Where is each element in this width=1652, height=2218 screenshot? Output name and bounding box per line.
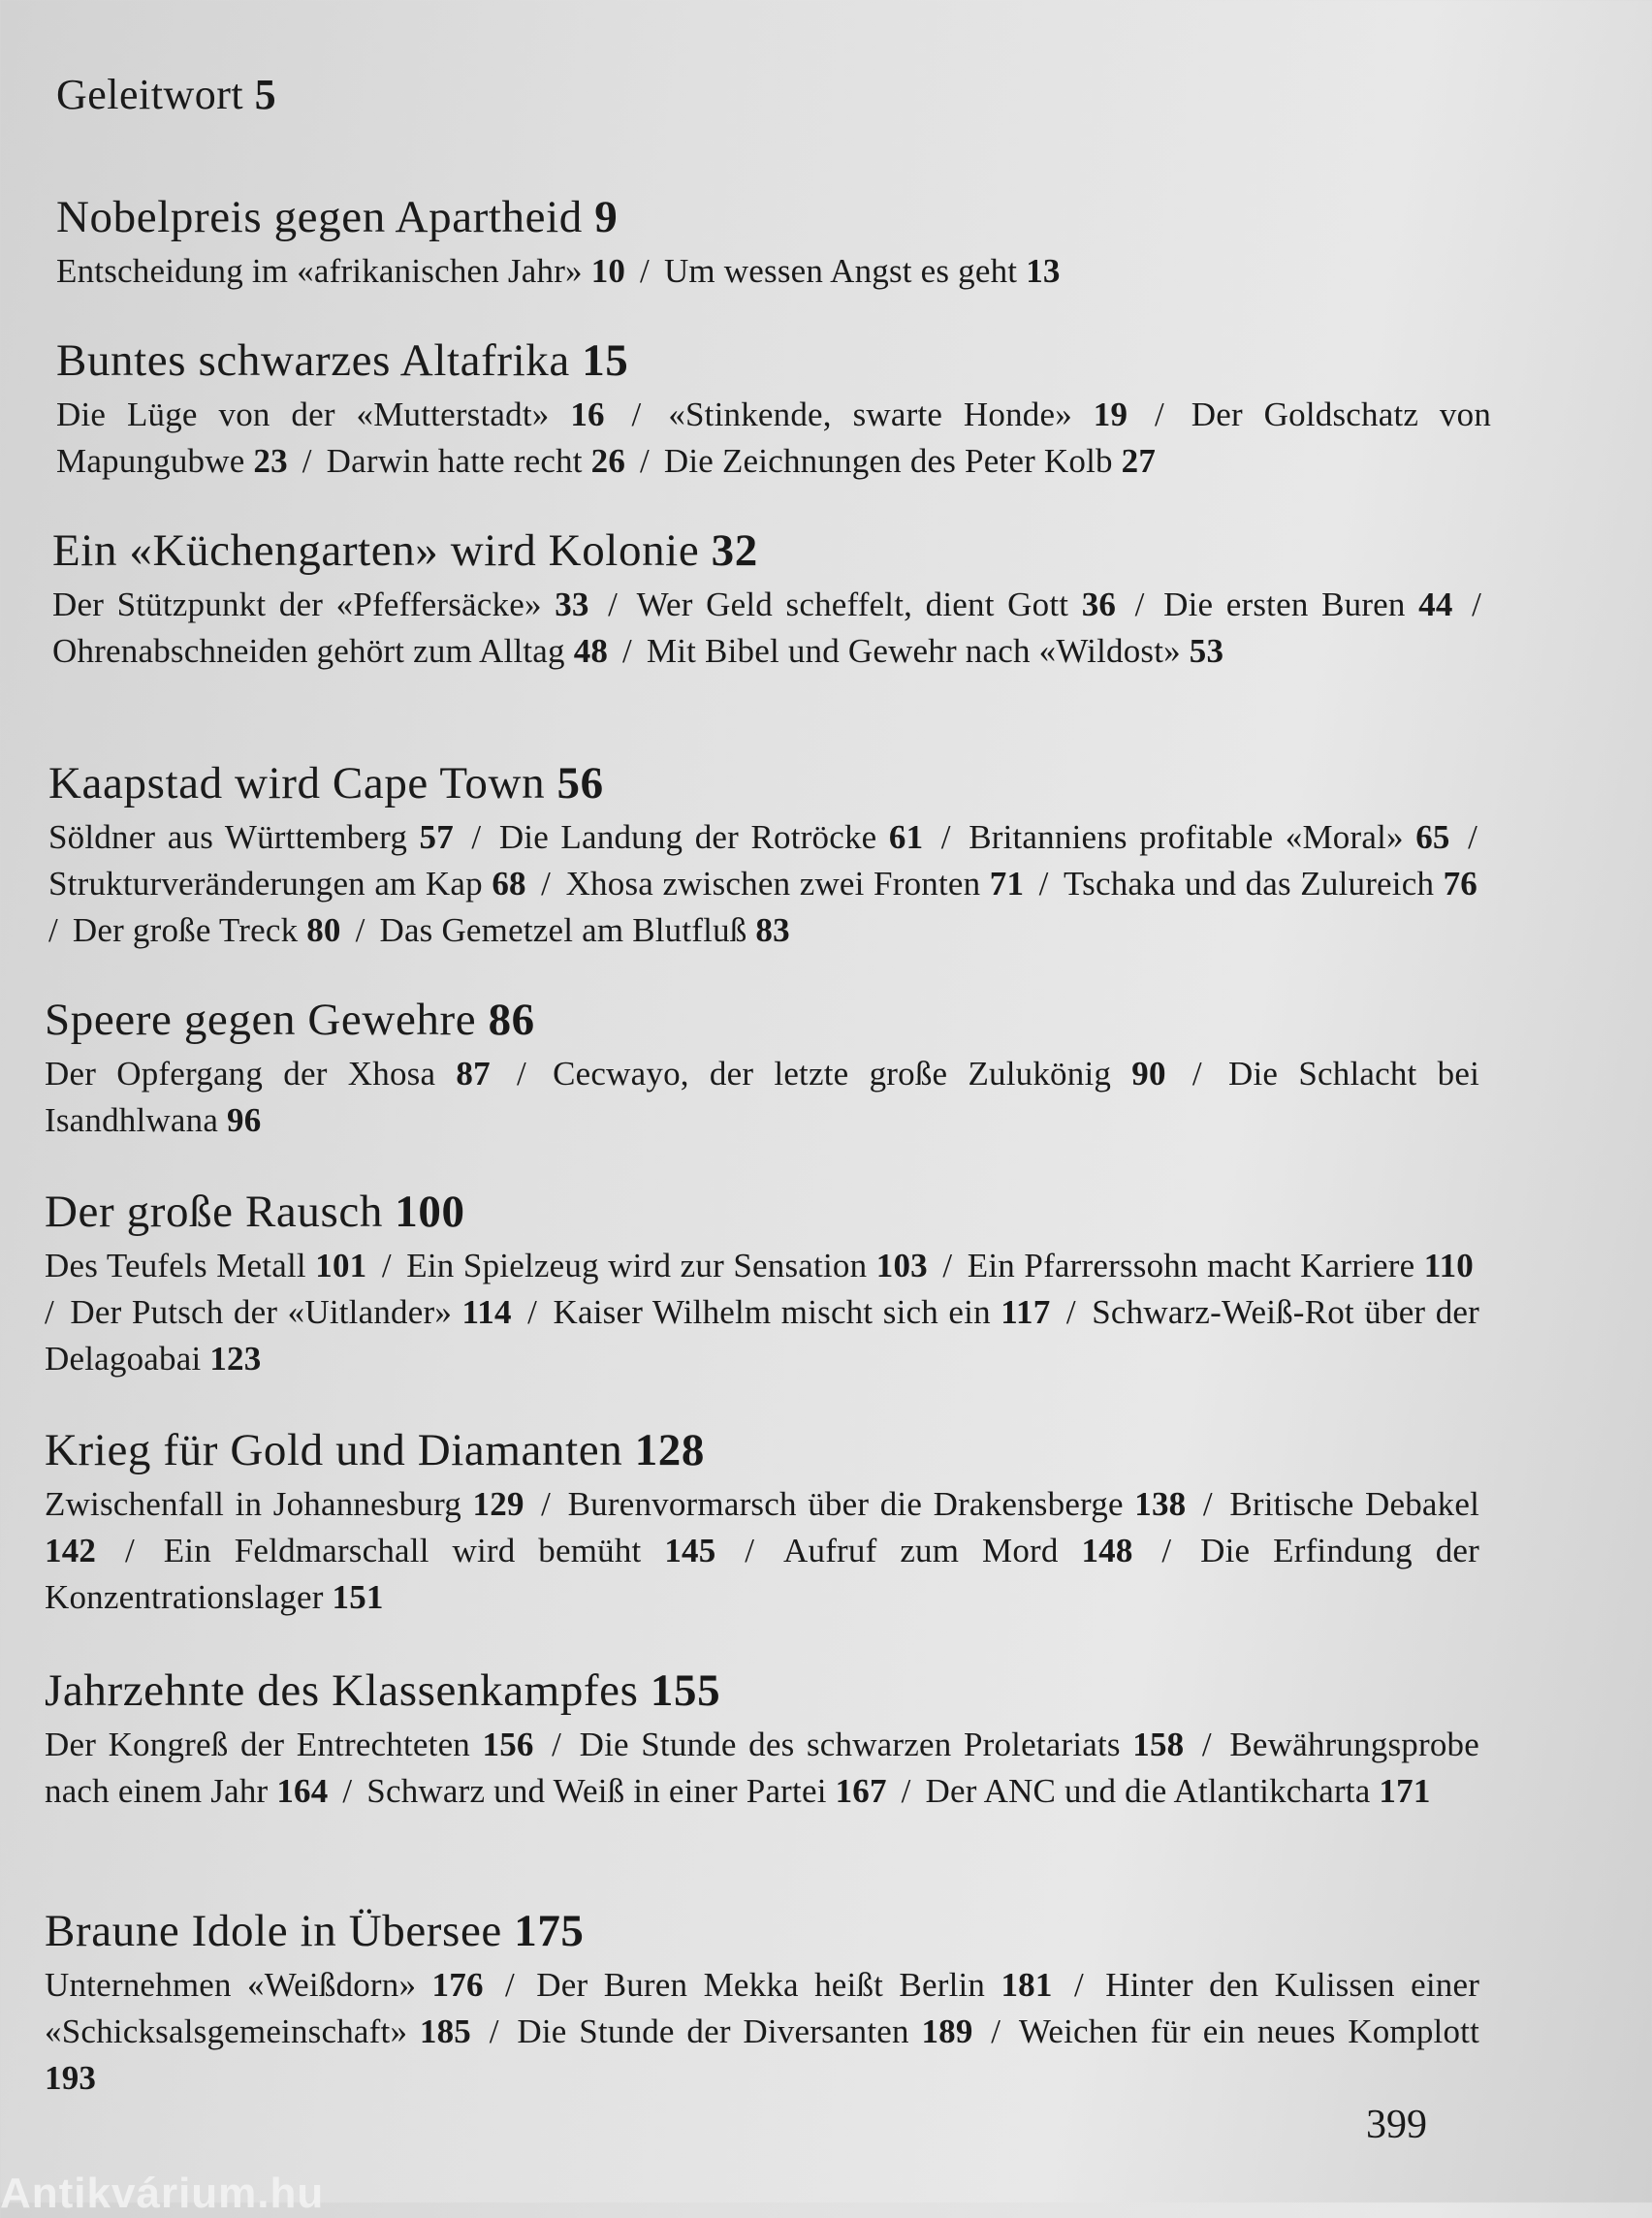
chapter-page: 175 [514,1906,585,1956]
preface-page: 5 [254,71,277,118]
chapter-title [48,756,1483,810]
chapter-entries: Söldner aus Württemberg 57 / Die Landung der Rotröcke 61 / Britanniens profitable «Moral» 65 / Strukturveränderungen am Kap 68 / Xhosa zwischen zwei Fronten 71 / Tschaka und das Zulureich 76 / Der große Treck 80 / Das Gemetzel am Blutfluß 83 [48,818,1478,949]
chapter-entries: Der Opfergang der Xhosa 87 / Cecwayo, der letzte große Zulukönig 90 / Die Schlacht bei Isandhlwana 96 [45,1055,1480,1139]
chapter-title-text: Krieg für Gold und Diamanten [45,1425,623,1475]
chapter-page: 128 [634,1425,705,1475]
entry: Der Opfergang der Xhosa 87 [45,1055,491,1093]
chapter-page: 100 [395,1187,465,1237]
chapter-page: 9 [594,192,619,242]
entry: Die Schlacht bei Isandhlwana 96 [45,1055,1480,1139]
entry: Ein Spielzeug wird zur Sensation 103 [406,1247,928,1284]
chapter-2 [56,333,1491,485]
entry: Der Goldschatz von Mapungubwe 23 [56,396,1492,480]
entry: Britische Debakel 142 [45,1485,1480,1569]
chapter-entries: Der Kongreß der Entrechteten 156 / Die Stunde des schwarzen Proletariats 158 / Bewährungsprobe nach einem Jahr 164 / Schwarz und Weiß in einer Partei 167 / Der ANC und die Atlantikcharta 171 [45,1726,1479,1810]
entry: Um wessen Angst es geht 13 [663,252,1061,290]
chapter-entries: Die Lüge von der «Mutterstadt» 16 / «Stinkende, swarte Honde» 19 / Der Goldschatz von Mapungubwe 23 / Darwin hatte recht 26 / Die Zeichnungen des Peter Kolb 27 [56,396,1492,480]
entry: Ohrenabschneiden gehört zum Alltag 48 [52,632,609,670]
entry: Darwin hatte recht 26 [326,442,626,480]
chapter-title-text: Ein «Küchengarten» wird Kolonie [52,525,700,576]
entry: Tschaka und das Zulureich 76 [1064,865,1478,903]
chapter-page: 56 [556,758,604,808]
entry: Die Stunde der Diversanten 189 [517,2012,973,2050]
chapter-title-text: Nobelpreis gegen Apartheid [56,192,583,242]
chapter-title [45,1423,1479,1477]
chapter-title-text: Speere gegen Gewehre [45,995,477,1045]
entry: Ein Pfarrerssohn macht Karriere 110 [967,1247,1474,1284]
chapter-title-text: Der große Rausch [45,1187,383,1237]
chapter-5 [45,993,1479,1144]
chapter-page: 15 [582,335,629,386]
entry: Xhosa zwischen zwei Fronten 71 [565,865,1025,903]
entry: Die Zeichnungen des Peter Kolb 27 [663,442,1157,480]
chapter-page: 86 [488,995,535,1045]
entry: Ein Feldmarschall wird bemüht 145 [163,1532,716,1569]
chapter-1 [56,190,1491,295]
chapter-page: 155 [650,1665,721,1716]
chapter-title [45,1664,1479,1718]
chapter-6 [45,1185,1479,1382]
chapter-9 [45,1904,1479,2102]
entry: Schwarz und Weiß in einer Partei 167 [366,1772,887,1810]
entry: Die ersten Buren 44 [1163,586,1453,623]
entry: Zwischenfall in Johannesburg 129 [45,1485,524,1523]
chapter-entries: Entscheidung im «afrikanischen Jahr» 10 / Um wessen Angst es geht 13 [56,252,1061,290]
entry: Der große Treck 80 [72,911,341,949]
entry: Söldner aus Württemberg 57 [48,818,454,856]
watermark-logo: Antikvárium.hu [0,2170,325,2217]
entry: Entscheidung im «afrikanischen Jahr» 10 [56,252,626,290]
chapter-title [52,523,1487,578]
chapter-4 [48,756,1483,954]
entry: Der ANC und die Atlantikcharta 171 [925,1772,1431,1810]
entry: Hinter den Kulissen einer «Schicksalsgemeinschaft» 185 [45,1966,1480,2050]
chapter-page: 32 [711,525,758,576]
chapter-entries: Zwischenfall in Johannesburg 129 / Burenvormarsch über die Drakensberge 138 / Britische Debakel 142 / Ein Feldmarschall wird bemüht 145 / Aufruf zum Mord 148 / Die Erfindung der Konzentrationslager 151 [45,1485,1480,1616]
chapter-title-text: Buntes schwarzes Altafrika [56,335,570,386]
chapter-title [45,993,1479,1047]
entry: Die Erfindung der Konzentrationslager 151 [45,1532,1479,1616]
entry: Die Lüge von der «Mutterstadt» 16 [56,396,605,433]
entry: Der Stützpunkt der «Pfeffersäcke» 33 [52,586,589,623]
chapter-title-text: Braune Idole in Übersee [45,1906,502,1956]
entry: Unternehmen «Weißdorn» 176 [45,1966,484,2004]
entry: Die Stunde des schwarzen Proletariats 158 [579,1726,1185,1763]
entry: Strukturveränderungen am Kap 68 [48,865,526,903]
chapter-title-text: Kaapstad wird Cape Town [48,758,546,808]
entry: Mit Bibel und Gewehr nach «Wildost» 53 [646,632,1224,670]
entry: Bewährungsprobe nach einem Jahr 164 [45,1726,1479,1810]
chapter-title [56,333,1491,388]
chapter-title [45,1185,1479,1239]
entry: Das Gemetzel am Blutfluß 83 [379,911,790,949]
preface-title: Geleitwort [56,71,244,118]
entry: Aufruf zum Mord 148 [783,1532,1133,1569]
entry: Der Kongreß der Entrechteten 156 [45,1726,534,1763]
chapter-title [56,190,1491,244]
chapter-title-text: Jahrzehnte des Klassenkampfes [45,1665,639,1716]
entry: Britanniens profitable «Moral» 65 [969,818,1450,856]
preface-heading [56,70,276,119]
chapter-7 [45,1423,1479,1621]
entry: Der Putsch der «Uitlander» 114 [70,1293,512,1331]
chapter-entries: Des Teufels Metall 101 / Ein Spielzeug wird zur Sensation 103 / Ein Pfarrerssohn macht Karriere 110 / Der Putsch der «Uitlander» 114 / Kaiser Wilhelm mischt sich ein 117 / Schwarz-Weiß-Rot über der Delagoabai 123 [45,1247,1480,1378]
entry: «Stinkende, swarte Honde» 19 [668,396,1128,433]
page-number: 399 [1366,2103,1427,2147]
entry: Der Buren Mekka heißt Berlin 181 [536,1966,1053,2004]
chapter-entries: Unternehmen «Weißdorn» 176 / Der Buren Mekka heißt Berlin 181 / Hinter den Kulissen einer «Schicksalsgemeinschaft» 185 / Die Stunde der Diversanten 189 / Weichen für ein neues Komplott 193 [45,1966,1480,2097]
chapter-title [45,1904,1479,1958]
entry: Kaiser Wilhelm mischt sich ein 117 [553,1293,1051,1331]
entry: Cecwayo, der letzte große Zulukönig 90 [553,1055,1166,1093]
chapter-8 [45,1664,1479,1815]
entry: Schwarz-Weiß-Rot über der Delagoabai 123 [45,1293,1480,1378]
entry: Weichen für ein neues Komplott 193 [45,2012,1480,2097]
entry: Des Teufels Metall 101 [45,1247,367,1284]
chapter-3 [52,523,1487,675]
chapter-entries: Der Stützpunkt der «Pfeffersäcke» 33 / Wer Geld scheffelt, dient Gott 36 / Die ersten Buren 44 / Ohrenabschneiden gehört zum Alltag 48 / Mit Bibel und Gewehr nach «Wildost» 53 [52,586,1482,670]
entry: Wer Geld scheffelt, dient Gott 36 [636,586,1117,623]
entry: Burenvormarsch über die Drakensberge 138 [567,1485,1187,1523]
entry: Die Landung der Rotröcke 61 [498,818,924,856]
